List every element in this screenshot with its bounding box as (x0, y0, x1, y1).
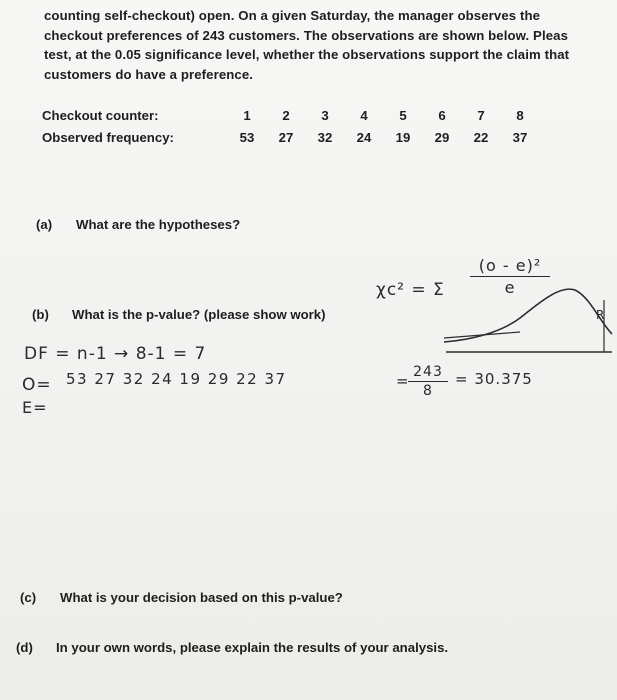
expected-fraction (408, 364, 448, 399)
expected-label: E= (22, 398, 48, 417)
observed-label: O= (22, 375, 52, 395)
question-a-letter: (a) (36, 217, 53, 232)
counter-cell: 4 (360, 108, 368, 123)
frequency-cell: 27 (278, 130, 294, 145)
expected-result: = 30.375 (455, 370, 533, 388)
frequency-cell: 24 (356, 130, 372, 145)
intro-line-4: customers do have a preference. (44, 66, 254, 82)
frequency-cell: 32 (317, 130, 333, 145)
fraction-numerator: 243 (413, 364, 443, 380)
degrees-of-freedom-work: DF = n-1 → 8-1 = 7 (24, 344, 207, 364)
question-c-letter: (c) (20, 590, 37, 605)
intro-line-3: test, at the 0.05 significance level, whether the observations support the claim that (44, 47, 570, 62)
counter-cell: 6 (438, 108, 446, 123)
counter-cell: 8 (516, 108, 524, 123)
intro-line-2: checkout preferences of 243 customers. The observations are shown below. Pleas (44, 27, 569, 43)
intro-line-1: counting self-checkout) open. On a given Saturday, the manager observes the (44, 8, 541, 23)
frequency-cell: 22 (473, 130, 489, 145)
counter-cell: 5 (399, 108, 407, 123)
counter-cell: 3 (321, 108, 329, 123)
observed-values: 53 27 32 24 19 29 22 37 (66, 370, 287, 388)
fraction-denominator: 8 (423, 383, 433, 399)
question-c-text: What is your decision based on this p-value? (60, 590, 343, 605)
frequency-cell: 29 (434, 130, 450, 145)
frequency-row-label: Observed frequency: (42, 130, 174, 145)
question-a-text: What are the hypotheses? (76, 217, 241, 232)
chi-square-numerator: (o - e)² (478, 256, 542, 275)
question-b-letter: (b) (32, 307, 49, 322)
chi-square-lhs: χc² = Σ (376, 280, 445, 300)
counter-cell: 7 (477, 108, 485, 123)
frequency-cell: 19 (395, 130, 411, 145)
equals-sign: = (396, 372, 410, 390)
frequency-cell: 53 (239, 130, 255, 145)
fraction-bar (408, 381, 448, 382)
frequency-cell: 37 (512, 130, 528, 145)
counter-row-label: Checkout counter: (42, 108, 159, 123)
question-d-text: In your own words, please explain the results of your analysis. (56, 640, 449, 655)
question-d-letter: (d) (16, 640, 33, 655)
curve-region-label: R (596, 308, 606, 322)
counter-cell: 2 (282, 108, 290, 123)
chi-square-denominator: e (504, 278, 516, 297)
counter-cell: 1 (243, 108, 251, 123)
question-b-text: What is the p-value? (please show work) (72, 307, 326, 322)
